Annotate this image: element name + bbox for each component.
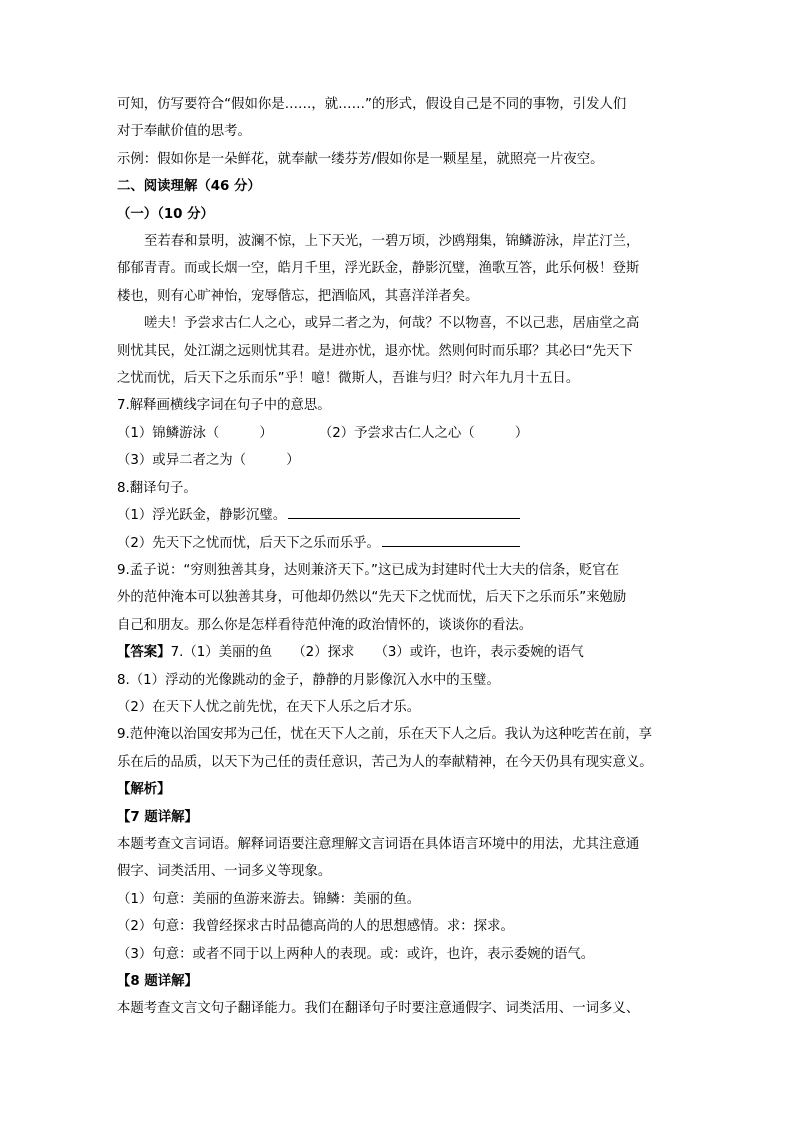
passage-line: 至若春和景明，波澜不惊，上下天光，一碧万顷，沙鸥翔集，锦鳞游泳，岸芷汀兰，	[144, 234, 640, 250]
passage-line: 则忧其民，处江湖之远则忧其君。是进亦忧，退亦忧。然则何时而乐耶？其必曰“先天下	[117, 343, 633, 359]
question-7-item-1: （1）锦鳞游泳（ ）	[117, 425, 273, 441]
answer-blank	[382, 532, 520, 547]
question-8: 8.翻译句子。	[117, 480, 197, 496]
detail-7-item-2: （2）句意：我曾经探求古时品德高尚的人的思想感情。求：探求。	[117, 919, 514, 935]
detail-7-item-3: （3）句意：或者不同于以上两种人的表现。或：或许，也许，表示委婉的语气。	[117, 946, 595, 962]
passage-line: 楼也，则有心旷神怡，宠辱偕忘，把酒临风，其喜洋洋者矣。	[117, 288, 479, 304]
answer-8-1: 8.（1）浮动的光像跳动的金子，静静的月影像沉入水中的玉璧。	[117, 672, 500, 688]
detail-7-text: 假字、词类活用、一词多义等现象。	[117, 864, 332, 880]
detail-7-heading: 【7 题详解】	[117, 809, 198, 825]
answer-9: 9.范仲淹以治国安邦为己任，忧在天下人之前，乐在天下人之后。我认为这种吃苦在前，享	[117, 727, 653, 743]
answer-7	[117, 639, 682, 666]
question-8-item-1-text: （1）浮光跃金，静影沉璧。	[117, 508, 287, 524]
analysis-heading: 【解析】	[117, 782, 171, 798]
detail-8-heading: 【8 题详解】	[117, 974, 198, 989]
question-7-item-3: （3）或异二者之为（ ）	[117, 453, 300, 469]
example-line: 示例：假如你是一朵鲜花，就奉献一缕芬芳/假如你是一颗星星，就照亮一片夜空。	[117, 151, 604, 167]
answer-9: 乐在后的品质，以天下为己任的责任意识，苦己为人的奉献精神，在今天仍具有现实意义。	[117, 754, 653, 770]
question-8-item-1	[117, 502, 682, 529]
answer-label: 【答案】	[117, 645, 171, 661]
question-8-item-2	[117, 530, 682, 557]
subsection-heading: （一）（10 分）	[117, 206, 214, 222]
answer-8-2: （2）在天下人忧之前先忧，在天下人乐之后才乐。	[117, 699, 421, 715]
detail-8-text: 本题考查文言文句子翻译能力。我们在翻译句子时要注意通假字、词类活用、一词多义、	[117, 1001, 640, 1017]
document-body	[117, 91, 682, 1023]
question-9: 9.孟子说：“穷则独善其身，达则兼济天下。”这已成为封建时代士大夫的信条，贬官在	[117, 562, 620, 578]
question-8-item-2-text: （2）先天下之忧而忧，后天下之乐而乐乎。	[117, 535, 380, 551]
text-line: 对于奉献价值的思考。	[117, 124, 251, 140]
section-heading: 二、阅读理解（46 分）	[117, 179, 261, 195]
question-9: 自己和朋友。那么你是怎样看待范仲淹的政治情怀的，谈谈你的看法。	[117, 617, 533, 633]
question-7-item-2: （2）予尝求古仁人之心（ ）	[318, 425, 529, 441]
question-9: 外的范仲淹本可以独善其身，可他却仍然以“先天下之忧而忧，后天下之乐而乐”来勉励	[117, 590, 627, 606]
text-line: 可知，仿写要符合“假如你是……，就……”的形式，假设自己是不同的事物，引发人们	[117, 97, 627, 112]
passage-line: 郁郁青青。而或长烟一空，皓月千里，浮光跃金，静影沉璧，渔歌互答，此乐何极！登斯	[117, 261, 640, 277]
answer-blank	[288, 504, 520, 519]
passage-line: 嗟夫！予尝求古仁人之心，或异二者之为，何哉？不以物喜，不以己悲，居庙堂之高	[144, 316, 640, 332]
passage-line: 之忧而忧，后天下之乐而乐”乎！噫！微斯人，吾谁与归？时六年九月十五日。	[117, 371, 580, 387]
answer-7-text: 7.（1）美丽的鱼 （2）探求 （3）或许，也许，表示委婉的语气	[170, 645, 584, 661]
question-7: 7.解释画横线字词在句子中的意思。	[117, 398, 331, 414]
detail-7-text: 本题考查文言词语。解释词语要注意理解文言词语在具体语言环境中的用法，尤其注意通	[117, 836, 640, 852]
question-7-items	[117, 420, 682, 447]
detail-7-item-1: （1）句意：美丽的鱼游来游去。锦鳞：美丽的鱼。	[117, 891, 421, 907]
